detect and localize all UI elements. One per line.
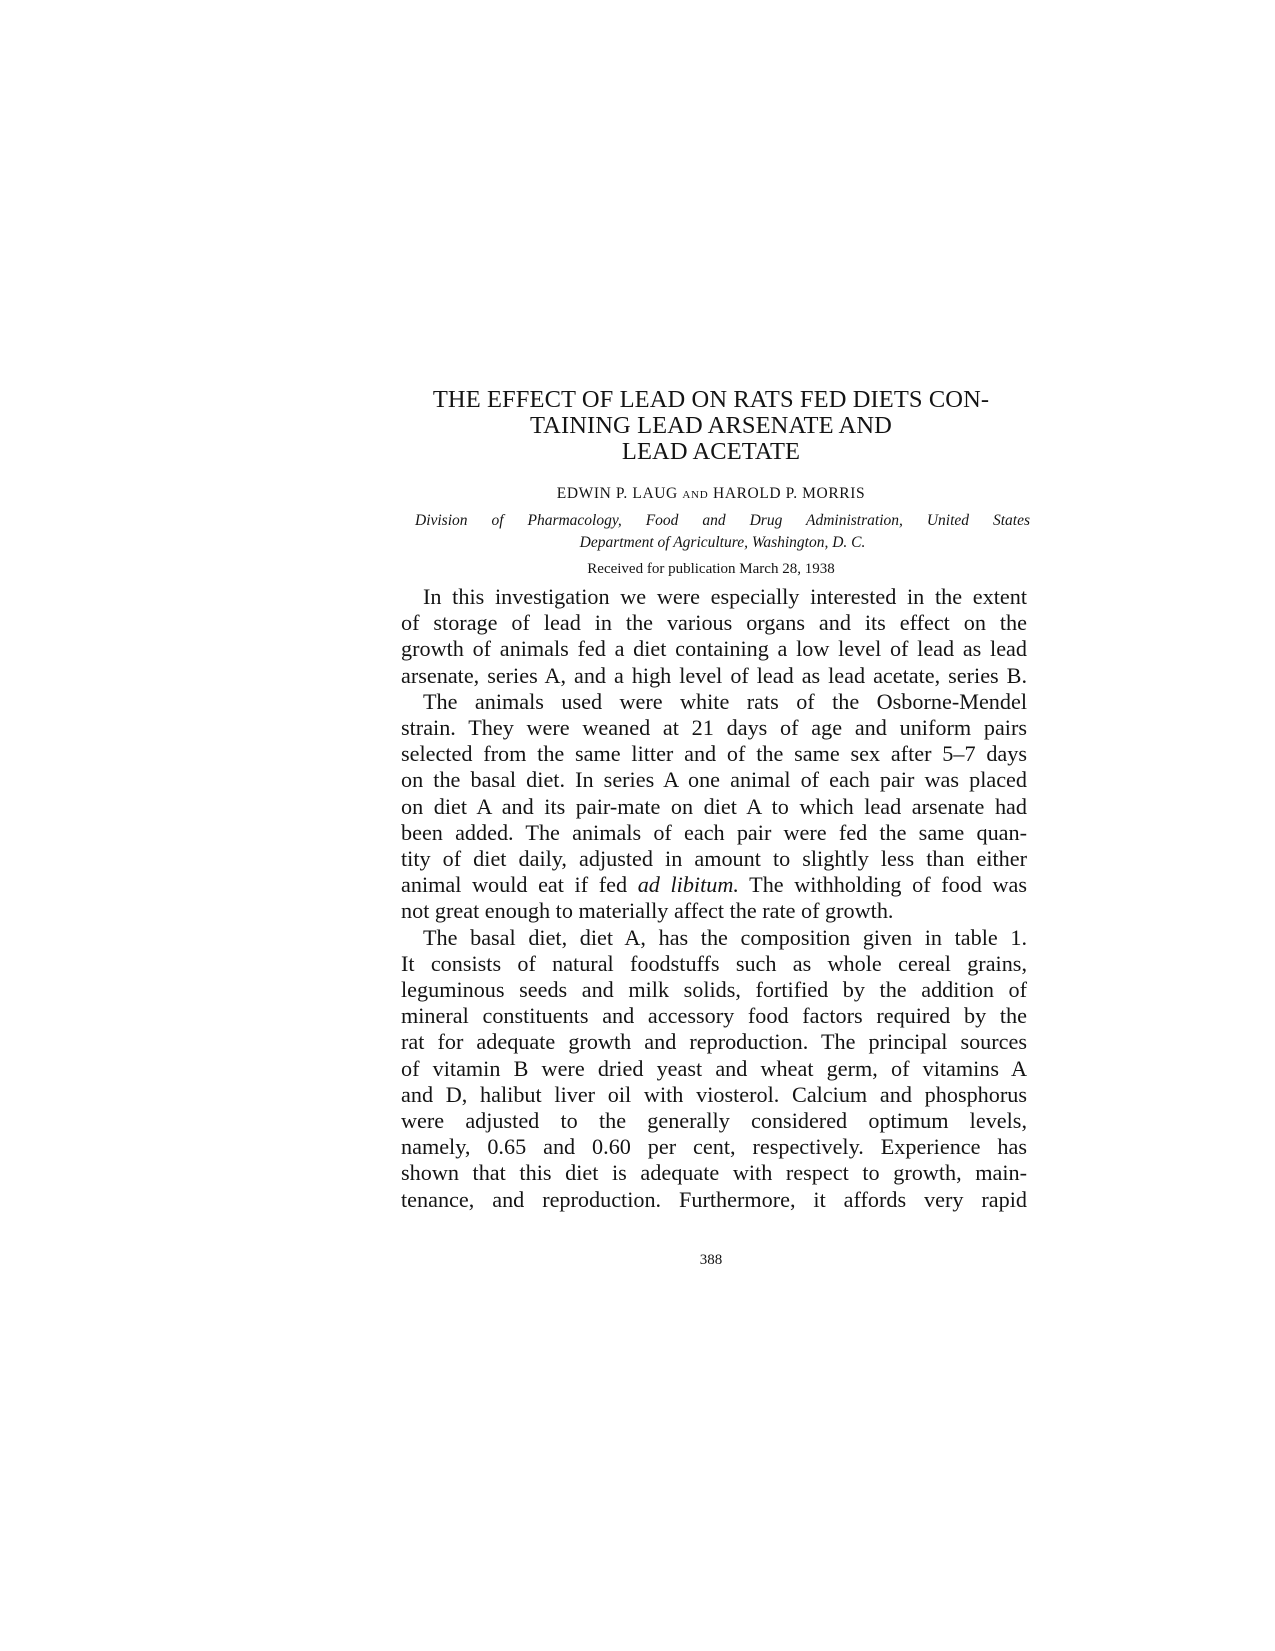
text-line: tenance, and reproduction. Furthermore, it affords very rapid [401, 1186, 1027, 1212]
title-line: THE EFFECT OF LEAD ON RATS FED DIETS CON- [432, 386, 990, 413]
affiliation-line: Department of Agriculture, Washington, D. C. [579, 534, 866, 551]
text-line: arsenate, series A, and a high level of lead as lead acetate, series B. [401, 662, 1027, 688]
text-line: strain. They were weaned at 21 days of age and uniform pairs [401, 715, 1027, 741]
author-name: HAROLD P. MORRIS [713, 485, 866, 502]
received-date: Received for publication March 28, 1938 [587, 561, 835, 577]
text-line: mineral constituents and accessory food factors required by the [401, 1003, 1027, 1029]
text-line: been added. The animals of each pair were fed the same quan- [401, 819, 1027, 845]
text-run: The withholding of food was [738, 872, 1028, 898]
text-line: on the basal diet. In series A one animal of each pair was placed [401, 767, 1027, 793]
text-line: and D, halibut liver oil with viosterol. Calcium and phosphorus [401, 1081, 1027, 1107]
text-line: In this investigation we were especially interested in the extent [423, 584, 1027, 609]
text-line: of vitamin B were dried yeast and wheat germ, of vitamins A [401, 1055, 1027, 1081]
affiliation [415, 510, 1030, 554]
author-line [395, 485, 1027, 503]
paragraph-2 [401, 689, 1027, 925]
title-line: LEAD ACETATE [621, 438, 801, 465]
text-line: tity of diet daily, adjusted in amount to slightly less than either [401, 846, 1027, 872]
text-line: selected from the same litter and of the same sex after 5–7 days [401, 741, 1027, 767]
text-line: rat for adequate growth and reproduction. The principal sources [401, 1029, 1027, 1055]
text-line: growth of animals fed a diet containing a low level of lead as lead [401, 636, 1027, 662]
paragraph-1 [401, 584, 1027, 689]
page-number: 388 [699, 1252, 723, 1268]
article-body [401, 584, 1027, 1213]
paragraph-3 [401, 925, 1027, 1213]
affiliation-line: Division of Pharmacology, Food and Drug Administration, United States [415, 512, 1030, 529]
text-line: It consists of natural foodstuffs such as whole cereal grains, [401, 950, 1027, 976]
text-run: animal would eat if fed [401, 872, 638, 898]
author-name: EDWIN P. LAUG [556, 485, 678, 502]
text-line: were adjusted to the generally considered optimum levels, [401, 1108, 1027, 1134]
text-line [401, 872, 1027, 898]
text-line: shown that this diet is adequate with respect to growth, main- [401, 1160, 1027, 1186]
text-line: namely, 0.65 and 0.60 per cent, respectively. Experience has [401, 1134, 1027, 1160]
text-line: on diet A and its pair-mate on diet A to which lead arsenate had [401, 793, 1027, 819]
text-line: The basal diet, diet A, has the composition given in table 1. [423, 924, 1027, 950]
article-title [395, 387, 1027, 465]
text-line: of storage of lead in the various organs and its effect on the [401, 610, 1027, 636]
text-line: The animals used were white rats of the Osborne-Mendel [423, 688, 1027, 714]
author-conjunction: AND [682, 489, 709, 501]
title-line: TAINING LEAD ARSENATE AND [530, 412, 892, 439]
text-line: not great enough to materially affect the rate of growth. [401, 898, 894, 924]
italic-term: ad libitum. [637, 872, 739, 898]
text-line: leguminous seeds and milk solids, fortified by the addition of [401, 977, 1027, 1003]
